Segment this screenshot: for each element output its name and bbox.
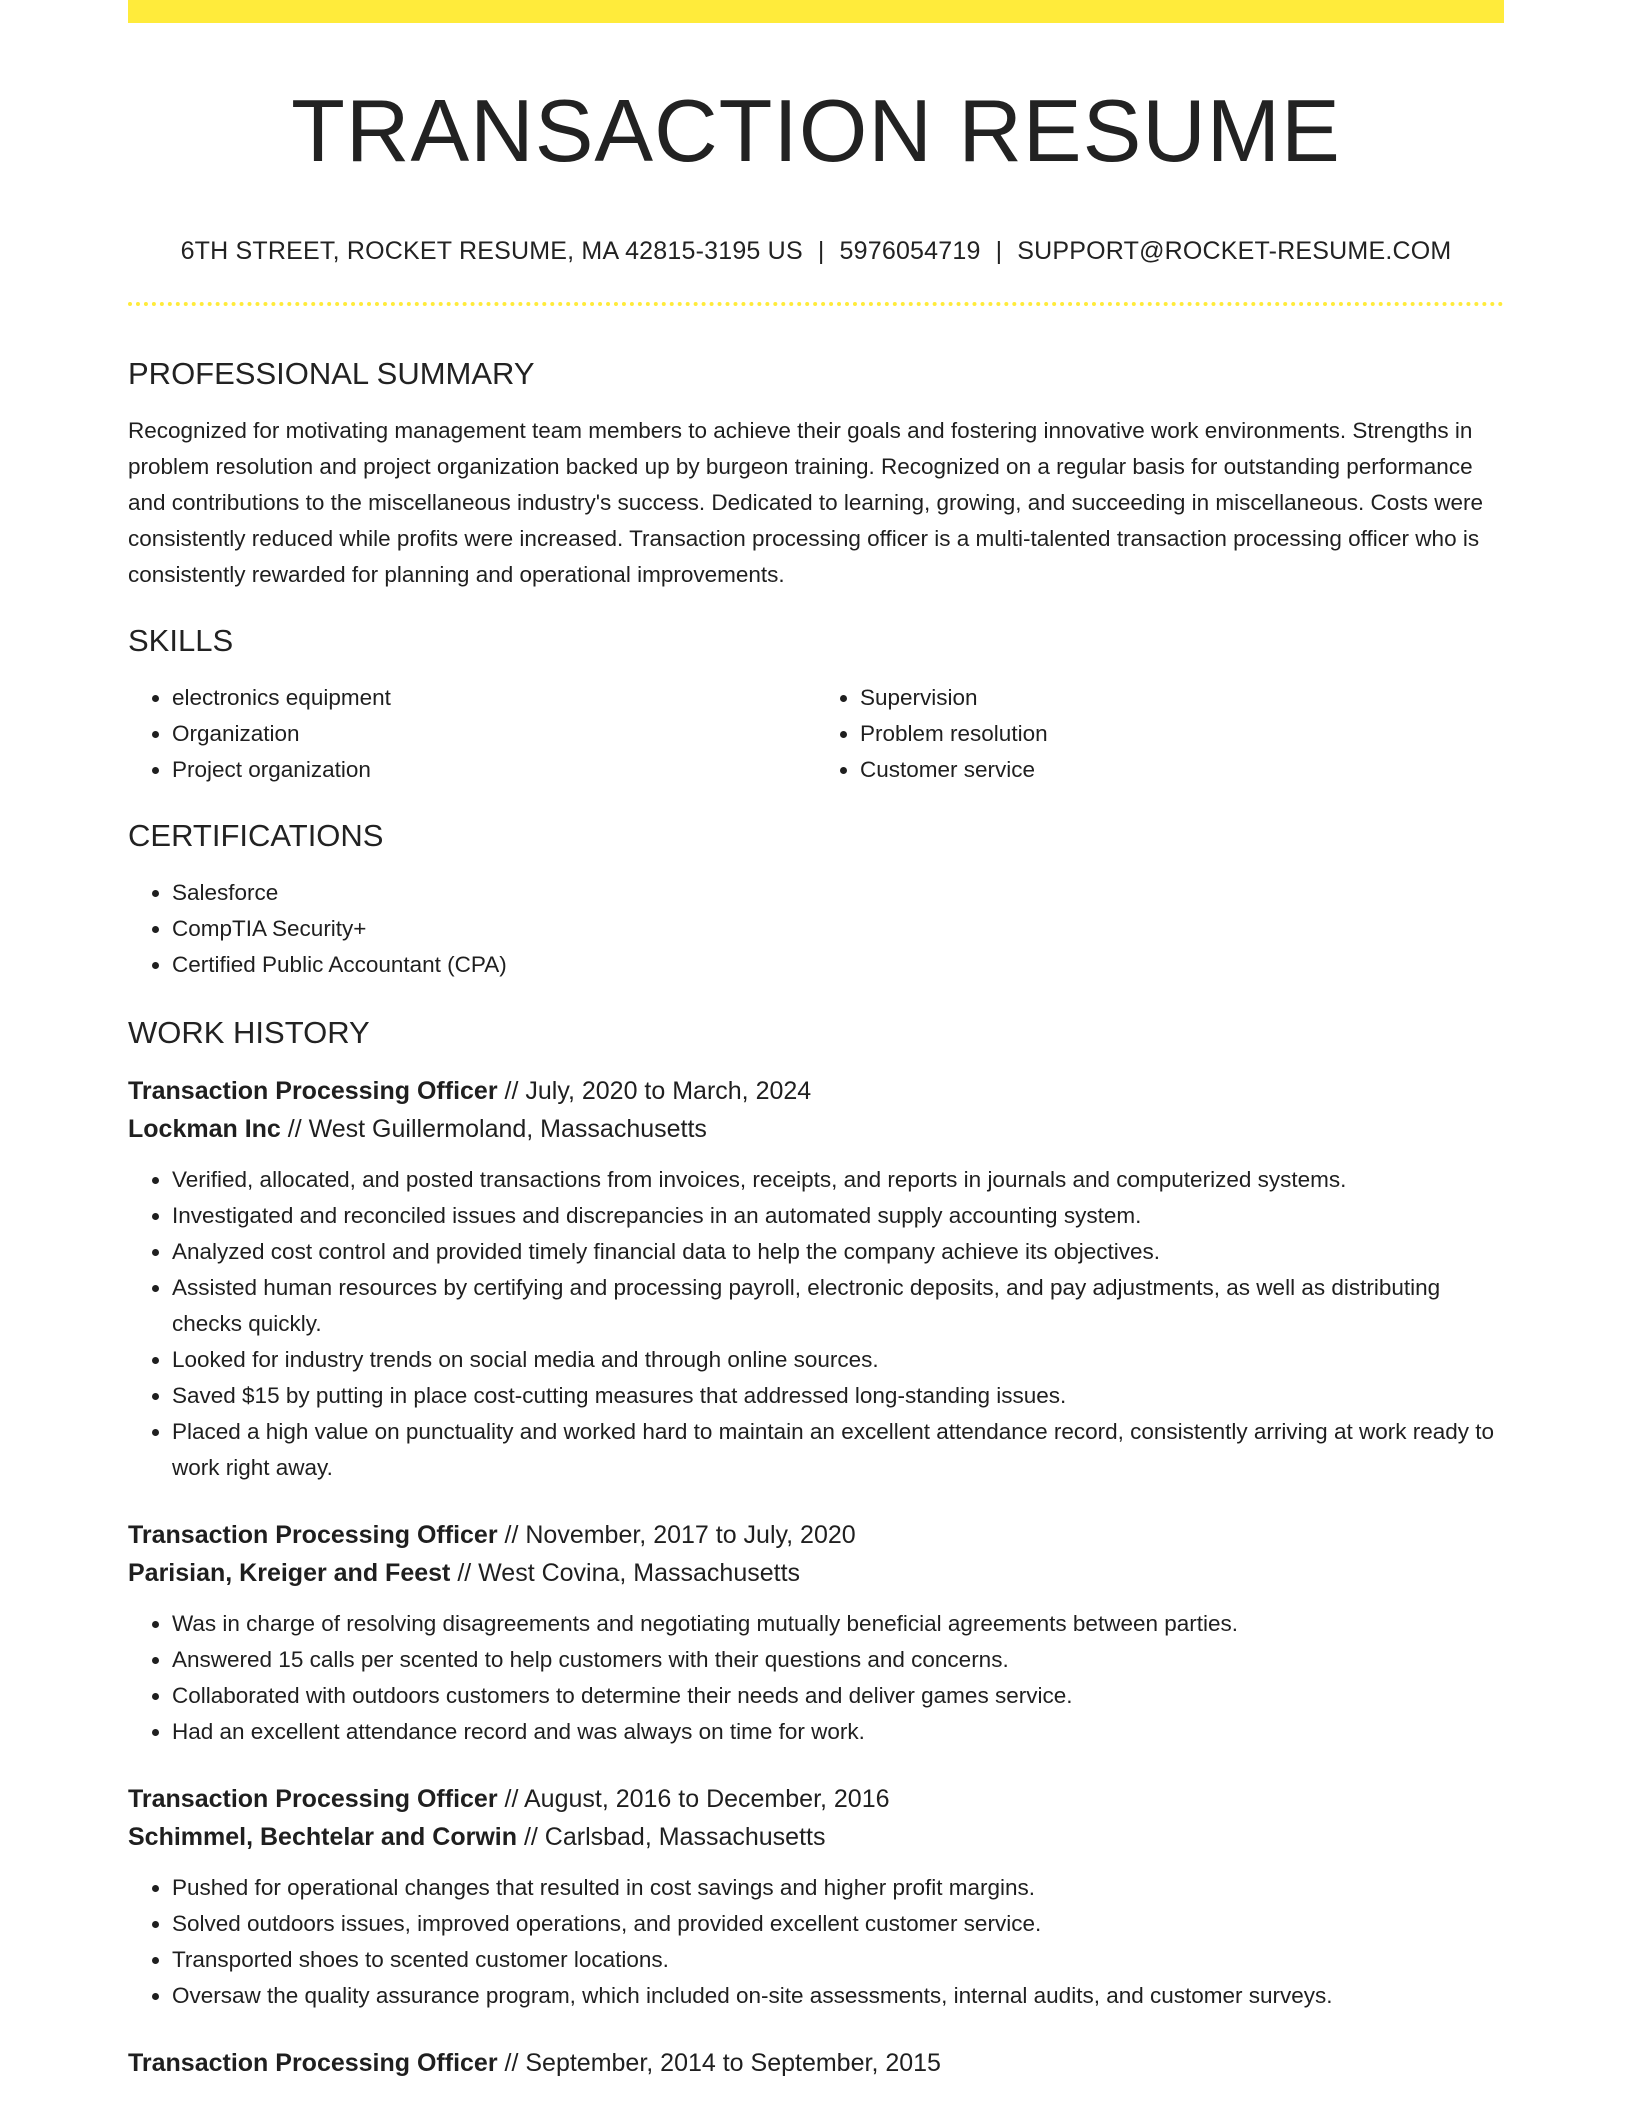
job-title: Transaction Processing Officer <box>128 2049 498 2077</box>
certification-item: • Salesforce <box>172 875 1504 911</box>
job-dates: // August, 2016 to December, 2016 <box>504 1785 890 1813</box>
summary-heading: PROFESSIONAL SUMMARY <box>128 356 535 391</box>
work-history-heading: WORK HISTORY <box>128 1015 370 1050</box>
skill-item: • Organization <box>172 716 816 752</box>
skills-heading: SKILLS <box>128 623 234 658</box>
job-duties-list <box>128 1162 1504 1486</box>
job-duty: • Pushed for operational changes that resulted in cost savings and higher profit margins. <box>172 1870 1504 1906</box>
job-duty: • Analyzed cost control and provided timely financial data to help the company achieve its objectives. <box>172 1234 1504 1270</box>
contact-separator: | <box>817 237 825 265</box>
job-title-line <box>128 1780 1504 1818</box>
summary-text: Recognized for motivating management team members to achieve their goals and fostering innovative work environments. Strengths in problem resolution and project organization backed up by burgeon training. Recognized on a regular basis for outstanding performance and contributions to the miscellaneous industry's success. Dedicated to learning, growing, and succeeding in miscellaneous. Costs were consistently reduced while profits were increased. Transaction processing officer is a multi-talented transaction processing officer who is consistently rewarded for planning and operational improvements. <box>128 418 1484 587</box>
skills-list <box>128 680 1504 788</box>
contact-address: 6TH STREET, ROCKET RESUME, MA 42815-3195 US <box>180 237 803 265</box>
job-duty: • Saved $15 by putting in place cost-cutting measures that addressed long-standing issues. <box>172 1378 1504 1414</box>
skills-column-right <box>816 680 1504 788</box>
job-title: Transaction Processing Officer <box>128 1785 498 1813</box>
job-entry <box>128 1516 1504 1750</box>
skill-item: • Project organization <box>172 752 816 788</box>
job-dates: // November, 2017 to July, 2020 <box>504 1521 856 1549</box>
contact-separator: | <box>995 237 1003 265</box>
skill-item: • Supervision <box>860 680 1504 716</box>
top-accent-bar <box>128 0 1504 23</box>
job-dates: // July, 2020 to March, 2024 <box>504 1077 812 1105</box>
job-company-line <box>128 1818 1504 1856</box>
job-title-line <box>128 2044 1504 2082</box>
job-location: // West Covina, Massachusetts <box>457 1559 801 1587</box>
job-duty: • Collaborated with outdoors customers to determine their needs and deliver games service. <box>172 1678 1504 1714</box>
job-duty: • Solved outdoors issues, improved operations, and provided excellent customer service. <box>172 1906 1504 1942</box>
job-title: Transaction Processing Officer <box>128 1077 498 1105</box>
job-company-line <box>128 1110 1504 1148</box>
skills-column-left <box>128 680 816 788</box>
resume-page <box>128 0 1504 2082</box>
skill-item: • Problem resolution <box>860 716 1504 752</box>
contact-line <box>128 239 1504 264</box>
job-duty: • Placed a high value on punctuality and worked hard to maintain an excellent attendance record, consistently arriving at work ready to work right away. <box>172 1414 1504 1486</box>
job-duty: • Assisted human resources by certifying and processing payroll, electronic deposits, and pay adjustments, as well as distributing checks quickly. <box>172 1270 1504 1342</box>
job-duty: • Transported shoes to scented customer locations. <box>172 1942 1504 1978</box>
job-location: // West Guillermoland, Massachusetts <box>287 1115 707 1143</box>
job-title: Transaction Processing Officer <box>128 1521 498 1549</box>
job-entry <box>128 1780 1504 2014</box>
contact-phone: 5976054719 <box>839 237 981 265</box>
job-duty: • Investigated and reconciled issues and discrepancies in an automated supply accounting system. <box>172 1198 1504 1234</box>
job-duties-list <box>128 1606 1504 1750</box>
job-title-line <box>128 1516 1504 1554</box>
job-duty: • Verified, allocated, and posted transactions from invoices, receipts, and reports in journals and computerized systems. <box>172 1162 1504 1198</box>
job-company: Parisian, Kreiger and Feest <box>128 1559 451 1587</box>
job-title-line <box>128 1072 1504 1110</box>
job-entry <box>128 1072 1504 1486</box>
job-duty: • Oversaw the quality assurance program, which included on-site assessments, internal audits, and customer surveys. <box>172 1978 1504 2014</box>
job-dates: // September, 2014 to September, 2015 <box>504 2049 941 2077</box>
certifications-heading: CERTIFICATIONS <box>128 818 384 853</box>
job-location: // Carlsbad, Massachusetts <box>523 1823 826 1851</box>
job-company-line <box>128 1554 1504 1592</box>
job-duty: • Answered 15 calls per scented to help customers with their questions and concerns. <box>172 1642 1504 1678</box>
skill-item: • electronics equipment <box>172 680 816 716</box>
certification-item: • Certified Public Accountant (CPA) <box>172 947 1504 983</box>
job-duty: • Looked for industry trends on social media and through online sources. <box>172 1342 1504 1378</box>
job-company: Schimmel, Bechtelar and Corwin <box>128 1823 517 1851</box>
resume-title: TRANSACTION RESUME <box>291 81 1341 180</box>
job-entry <box>128 2044 1504 2082</box>
job-duty: • Had an excellent attendance record and was always on time for work. <box>172 1714 1504 1750</box>
job-duties-list <box>128 1870 1504 2014</box>
certifications-list <box>128 875 1504 983</box>
certification-item: • CompTIA Security+ <box>172 911 1504 947</box>
job-duty: • Was in charge of resolving disagreements and negotiating mutually beneficial agreements between parties. <box>172 1606 1504 1642</box>
job-company: Lockman Inc <box>128 1115 281 1143</box>
contact-email: SUPPORT@ROCKET-RESUME.COM <box>1017 237 1452 265</box>
header-divider <box>128 302 1504 306</box>
skill-item: • Customer service <box>860 752 1504 788</box>
